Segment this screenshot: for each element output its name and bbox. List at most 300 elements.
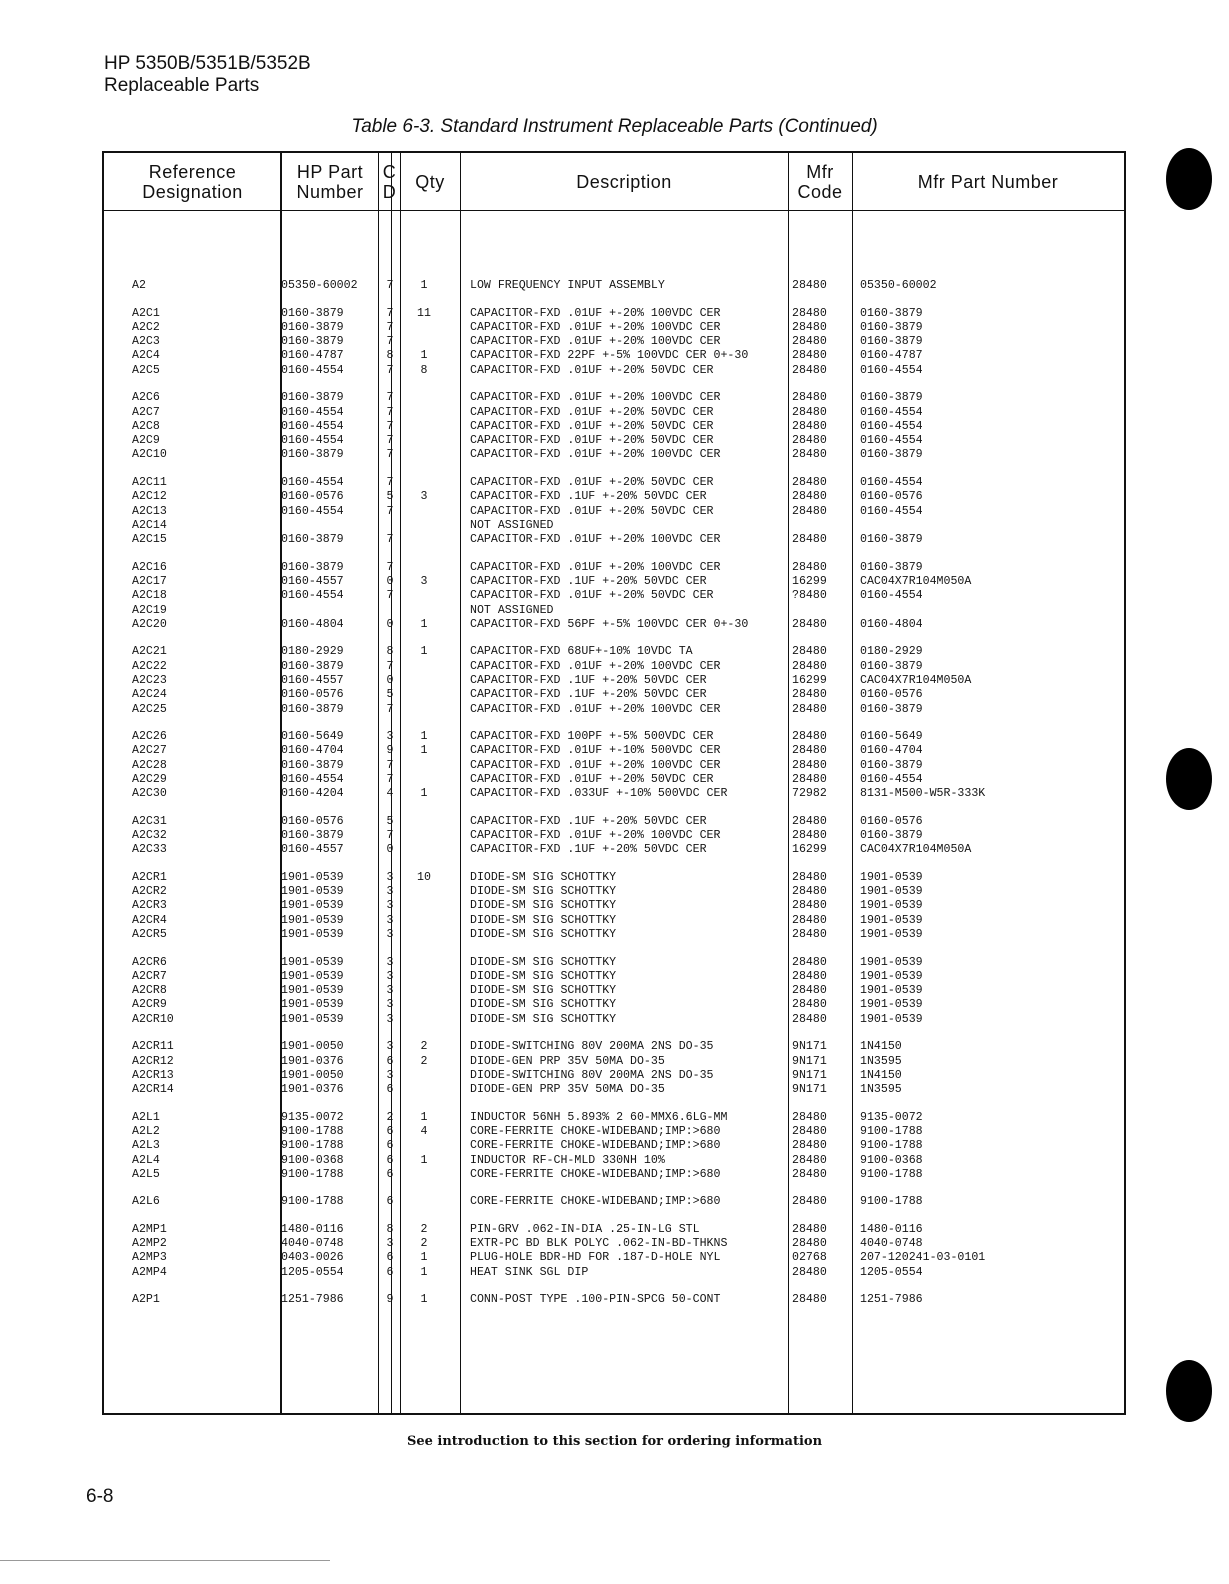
mfr-part-number: 1901-0539 xyxy=(860,969,923,983)
mfr-part-number: 4040-0748 xyxy=(860,1237,923,1251)
mfr-code: 28480 xyxy=(792,1222,827,1236)
check-digit: 7 xyxy=(386,702,394,716)
description: EXTR-PC BD BLK POLYC .062-IN-BD-THKNS xyxy=(470,1237,728,1251)
check-digit: 4 xyxy=(386,787,394,801)
mfr-code: 16299 xyxy=(792,843,827,857)
hp-part-number: 9135-0072 xyxy=(281,1110,344,1124)
check-digit: 3 xyxy=(386,730,394,743)
ref-designation: A2CR11 xyxy=(132,1040,174,1054)
mfr-part-number: 1901-0539 xyxy=(860,1012,923,1026)
table-row xyxy=(104,434,1124,448)
table-row xyxy=(104,843,1124,857)
ref-designation: A2L6 xyxy=(132,1195,160,1209)
mfr-part-number: 0160-4554 xyxy=(860,363,923,377)
check-digit: 2 xyxy=(386,1110,394,1124)
check-digit: 7 xyxy=(386,560,394,574)
check-digit: 3 xyxy=(386,984,394,998)
ref-designation: A2CR8 xyxy=(132,984,167,998)
hp-part-number: 0160-4704 xyxy=(281,744,344,758)
check-digit: 6 xyxy=(386,1167,394,1181)
hp-part-number: 1480-0116 xyxy=(281,1222,344,1236)
table-row xyxy=(104,1083,1124,1097)
quantity: 1 xyxy=(420,617,428,631)
quantity: 11 xyxy=(417,306,431,320)
ref-designation: A2MP2 xyxy=(132,1237,167,1251)
quantity: 1 xyxy=(420,1110,428,1124)
hp-part-number: 1901-0539 xyxy=(281,870,344,884)
ref-designation: A2MP1 xyxy=(132,1222,167,1236)
check-digit: 7 xyxy=(386,533,394,547)
ref-designation: A2MP4 xyxy=(132,1265,167,1279)
table-row xyxy=(104,476,1124,490)
check-digit: 6 xyxy=(386,1124,394,1138)
hp-part-number: 0160-4554 xyxy=(281,504,344,518)
ref-designation: A2L2 xyxy=(132,1124,160,1138)
mfr-code: 28480 xyxy=(792,405,827,419)
description: HEAT SINK SGL DIP xyxy=(470,1265,589,1279)
mfr-code: 28480 xyxy=(792,1237,827,1251)
table-row xyxy=(104,321,1124,335)
check-digit: 7 xyxy=(386,758,394,772)
quantity: 1 xyxy=(420,1265,428,1279)
table-row xyxy=(104,829,1124,843)
ref-designation: A2CR14 xyxy=(132,1083,174,1097)
table-row xyxy=(104,307,1124,321)
description: CAPACITOR-FXD .01UF +-10% 500VDC CER xyxy=(470,744,721,758)
description: PIN-GRV .062-IN-DIA .25-IN-LG STL xyxy=(470,1222,700,1236)
mfr-code: 28480 xyxy=(792,349,827,363)
mfr-code: 28480 xyxy=(792,419,827,433)
check-digit: 8 xyxy=(386,1222,394,1236)
table-row xyxy=(104,1168,1124,1182)
mfr-part-number: 1901-0539 xyxy=(860,913,923,927)
mfr-code: 28480 xyxy=(792,744,827,758)
description: DIODE-SM SIG SCHOTTKY xyxy=(470,955,617,969)
description: CAPACITOR-FXD 100PF +-5% 500VDC CER xyxy=(470,730,714,743)
ref-designation: A2C30 xyxy=(132,787,167,801)
mfr-part-number: 0160-4554 xyxy=(860,434,923,448)
quantity: 1 xyxy=(420,645,428,659)
mfr-part-number: 0160-0576 xyxy=(860,688,923,702)
hp-part-number: 0160-3879 xyxy=(281,320,344,334)
description: CAPACITOR-FXD .1UF +-20% 50VDC CER xyxy=(470,814,707,828)
ref-designation: A2C15 xyxy=(132,533,167,547)
check-digit: 3 xyxy=(386,928,394,941)
check-digit: 5 xyxy=(386,688,394,702)
check-digit: 3 xyxy=(386,870,394,884)
description: DIODE-SM SIG SCHOTTKY xyxy=(470,870,617,884)
ref-designation: A2C14 xyxy=(132,518,167,532)
table-row xyxy=(104,730,1124,744)
description: DIODE-SWITCHING 80V 200MA 2NS DO-35 xyxy=(470,1068,714,1082)
check-digit: 3 xyxy=(386,1012,394,1026)
mfr-code: 28480 xyxy=(792,814,827,828)
ref-designation: A2C6 xyxy=(132,391,160,405)
mfr-part-number: 0160-4704 xyxy=(860,744,923,758)
check-digit: 7 xyxy=(386,589,394,603)
description: DIODE-SM SIG SCHOTTKY xyxy=(470,913,617,927)
header-hp-part: HP Part Number xyxy=(296,162,364,202)
description: CAPACITOR-FXD 22PF +-5% 100VDC CER 0+-30 xyxy=(470,349,749,363)
hp-part-number: 9100-1788 xyxy=(281,1167,344,1181)
mfr-part-number: 0160-4787 xyxy=(860,349,923,363)
hp-part-number: 1251-7986 xyxy=(281,1293,344,1307)
hp-part-number: 0160-3879 xyxy=(281,758,344,772)
description: CAPACITOR-FXD .01UF +-20% 100VDC CER xyxy=(470,829,721,842)
description: CAPACITOR-FXD .01UF +-20% 50VDC CER xyxy=(470,772,714,786)
quantity: 1 xyxy=(420,787,428,801)
mfr-code: 28480 xyxy=(792,885,827,899)
mfr-part-number: 1N3595 xyxy=(860,1083,902,1097)
mfr-code: 28480 xyxy=(792,617,827,631)
ref-designation: A2C12 xyxy=(132,490,167,504)
description: DIODE-SM SIG SCHOTTKY xyxy=(470,928,617,941)
mfr-part-number: 0160-4554 xyxy=(860,405,923,419)
description: INDUCTOR RF-CH-MLD 330NH 10% xyxy=(470,1153,665,1167)
mfr-part-number: 1901-0539 xyxy=(860,998,923,1012)
check-digit: 5 xyxy=(386,490,394,504)
quantity: 1 xyxy=(420,1153,428,1167)
mfr-code: 9N171 xyxy=(792,1068,827,1082)
mfr-code: 28480 xyxy=(792,645,827,659)
mfr-part-number: 0160-4554 xyxy=(860,419,923,433)
mfr-code: 28480 xyxy=(792,969,827,983)
ref-designation: A2CR3 xyxy=(132,899,167,913)
check-digit: 9 xyxy=(386,744,394,758)
ref-designation: A2C5 xyxy=(132,363,160,377)
hp-part-number: 9100-1788 xyxy=(281,1124,344,1138)
table-row xyxy=(104,956,1124,970)
table-row xyxy=(104,1154,1124,1168)
table-row xyxy=(104,970,1124,984)
ref-designation: A2CR6 xyxy=(132,955,167,969)
table-row xyxy=(104,533,1124,547)
ref-designation: A2CR7 xyxy=(132,969,167,983)
mfr-part-number: 0160-4804 xyxy=(860,617,923,631)
description: CORE-FERRITE CHOKE-WIDEBAND;IMP:>680 xyxy=(470,1167,721,1181)
ref-designation: A2C9 xyxy=(132,434,160,448)
header-reference: Reference Designation xyxy=(142,162,243,202)
header-description: Description xyxy=(576,172,672,192)
mfr-code: 28480 xyxy=(792,1167,827,1181)
mfr-code: 28480 xyxy=(792,1124,827,1138)
quantity: 1 xyxy=(420,1293,428,1307)
mfr-part-number: 0160-3879 xyxy=(860,702,923,716)
check-digit: 3 xyxy=(386,998,394,1012)
check-digit: 3 xyxy=(386,885,394,899)
hp-part-number: 0160-3879 xyxy=(281,659,344,673)
check-digit: 5 xyxy=(386,814,394,828)
punch-hole-mark xyxy=(1166,1360,1212,1422)
check-digit: 6 xyxy=(386,1195,394,1209)
table-row xyxy=(104,1069,1124,1083)
description: INDUCTOR 56NH 5.893% 2 60-MMX6.6LG-MM xyxy=(470,1110,728,1124)
mfr-part-number: 0160-0576 xyxy=(860,490,923,504)
parts-table xyxy=(102,151,1126,1415)
ref-designation: A2C27 xyxy=(132,744,167,758)
table-row xyxy=(104,391,1124,405)
quantity: 1 xyxy=(420,730,428,743)
hp-part-number: 1901-0539 xyxy=(281,899,344,913)
mfr-code: 72982 xyxy=(792,787,827,801)
mfr-part-number: 0160-3879 xyxy=(860,758,923,772)
hp-part-number: 0160-4554 xyxy=(281,589,344,603)
mfr-part-number: 1480-0116 xyxy=(860,1222,923,1236)
mfr-code: 28480 xyxy=(792,434,827,448)
description: CORE-FERRITE CHOKE-WIDEBAND;IMP:>680 xyxy=(470,1139,721,1153)
mfr-part-number: 0160-3879 xyxy=(860,306,923,320)
mfr-part-number: 1N3595 xyxy=(860,1054,902,1068)
ref-designation: A2CR2 xyxy=(132,885,167,899)
hp-part-number: 9100-1788 xyxy=(281,1139,344,1153)
bottom-rule xyxy=(0,1560,330,1561)
hp-part-number: 0160-3879 xyxy=(281,448,344,462)
mfr-code: 28480 xyxy=(792,448,827,462)
mfr-code: 28480 xyxy=(792,1153,827,1167)
hp-part-number: 0160-0576 xyxy=(281,814,344,828)
table-row xyxy=(104,575,1124,589)
mfr-part-number: 0160-4554 xyxy=(860,504,923,518)
description: CAPACITOR-FXD .1UF +-20% 50VDC CER xyxy=(470,574,707,588)
hp-part-number: 1901-0376 xyxy=(281,1083,344,1097)
check-digit: 7 xyxy=(386,504,394,518)
table-row xyxy=(104,815,1124,829)
table-row xyxy=(104,1251,1124,1265)
check-digit: 7 xyxy=(386,306,394,320)
table-row xyxy=(104,1139,1124,1153)
description: CAPACITOR-FXD .01UF +-20% 100VDC CER xyxy=(470,758,721,772)
ref-designation: A2C7 xyxy=(132,405,160,419)
mfr-code: 28480 xyxy=(792,320,827,334)
description: CAPACITOR-FXD .01UF +-20% 50VDC CER xyxy=(470,405,714,419)
description: CAPACITOR-FXD .01UF +-20% 100VDC CER xyxy=(470,533,721,547)
table-row xyxy=(104,885,1124,899)
mfr-part-number: 1N4150 xyxy=(860,1040,902,1054)
table-row xyxy=(104,744,1124,758)
header-qty: Qty xyxy=(415,172,445,192)
table-row xyxy=(104,1293,1124,1307)
ref-designation: A2C3 xyxy=(132,335,160,349)
punch-hole-mark xyxy=(1166,748,1212,810)
description: CAPACITOR-FXD .01UF +-20% 100VDC CER xyxy=(470,335,721,349)
description: DIODE-SWITCHING 80V 200MA 2NS DO-35 xyxy=(470,1040,714,1054)
hp-part-number: 1901-0539 xyxy=(281,984,344,998)
mfr-code: 28480 xyxy=(792,1110,827,1124)
mfr-part-number: 0160-5649 xyxy=(860,730,923,743)
table-row xyxy=(104,335,1124,349)
hp-part-number: 0160-0576 xyxy=(281,688,344,702)
table-row xyxy=(104,688,1124,702)
description: LOW FREQUENCY INPUT ASSEMBLY xyxy=(470,279,665,292)
ref-designation: A2CR10 xyxy=(132,1012,174,1026)
hp-part-number: 1901-0376 xyxy=(281,1054,344,1068)
ref-designation: A2C17 xyxy=(132,574,167,588)
ref-designation: A2L3 xyxy=(132,1139,160,1153)
ref-designation: A2C13 xyxy=(132,504,167,518)
mfr-part-number: 1251-7986 xyxy=(860,1293,923,1307)
check-digit: 3 xyxy=(386,1237,394,1251)
table-row xyxy=(104,1223,1124,1237)
check-digit: 7 xyxy=(386,320,394,334)
check-digit: 7 xyxy=(386,363,394,377)
ref-designation: A2CR5 xyxy=(132,928,167,941)
quantity: 2 xyxy=(420,1040,428,1054)
check-digit: 3 xyxy=(386,899,394,913)
check-digit: 7 xyxy=(386,419,394,433)
table-row xyxy=(104,787,1124,801)
hp-part-number: 0160-0576 xyxy=(281,490,344,504)
ref-designation: A2L1 xyxy=(132,1110,160,1124)
description: DIODE-GEN PRP 35V 50MA DO-35 xyxy=(470,1054,665,1068)
mfr-part-number: 1901-0539 xyxy=(860,870,923,884)
table-row xyxy=(104,505,1124,519)
mfr-code: 28480 xyxy=(792,659,827,673)
hp-part-number: 0160-4554 xyxy=(281,434,344,448)
description: CAPACITOR-FXD .01UF +-20% 100VDC CER xyxy=(470,702,721,716)
mfr-code: 28480 xyxy=(792,702,827,716)
description: CAPACITOR-FXD .01UF +-20% 50VDC CER xyxy=(470,363,714,377)
check-digit: 8 xyxy=(386,349,394,363)
check-digit: 6 xyxy=(386,1265,394,1279)
mfr-part-number: 1901-0539 xyxy=(860,984,923,998)
mfr-part-number: 05350-60002 xyxy=(860,279,937,292)
ref-designation: A2C29 xyxy=(132,772,167,786)
check-digit: 3 xyxy=(386,955,394,969)
ref-designation: A2CR13 xyxy=(132,1068,174,1082)
hp-part-number: 1901-0050 xyxy=(281,1040,344,1054)
mfr-part-number: 0160-4554 xyxy=(860,772,923,786)
ref-designation: A2CR4 xyxy=(132,913,167,927)
description: CAPACITOR-FXD .01UF +-20% 100VDC CER xyxy=(470,659,721,673)
header-divider xyxy=(104,210,1124,211)
table-row xyxy=(104,1237,1124,1251)
mfr-code: 28480 xyxy=(792,560,827,574)
mfr-part-number: 0160-3879 xyxy=(860,391,923,405)
check-digit: 8 xyxy=(386,645,394,659)
description: CAPACITOR-FXD .01UF +-20% 50VDC CER xyxy=(470,434,714,448)
check-digit: 7 xyxy=(386,475,394,489)
check-digit: 7 xyxy=(386,391,394,405)
ref-designation: A2L5 xyxy=(132,1167,160,1181)
table-row xyxy=(104,1040,1124,1054)
quantity: 3 xyxy=(420,574,428,588)
mfr-part-number: 1901-0539 xyxy=(860,955,923,969)
mfr-code: 28480 xyxy=(792,1139,827,1153)
ref-designation: A2C25 xyxy=(132,702,167,716)
description: CORE-FERRITE CHOKE-WIDEBAND;IMP:>680 xyxy=(470,1124,721,1138)
mfr-code: 9N171 xyxy=(792,1083,827,1097)
check-digit: 6 xyxy=(386,1251,394,1265)
table-row xyxy=(104,1013,1124,1027)
description: CAPACITOR-FXD .01UF +-20% 50VDC CER xyxy=(470,419,714,433)
mfr-code: 28480 xyxy=(792,913,827,927)
description: CAPACITOR-FXD 68UF+-10% 10VDC TA xyxy=(470,645,693,659)
check-digit: 7 xyxy=(386,772,394,786)
table-row xyxy=(104,490,1124,504)
ref-designation: A2C10 xyxy=(132,448,167,462)
mfr-part-number: 1901-0539 xyxy=(860,928,923,941)
mfr-part-number: 0160-3879 xyxy=(860,448,923,462)
ref-designation: A2C28 xyxy=(132,758,167,772)
mfr-part-number: 0160-3879 xyxy=(860,829,923,842)
hp-part-number: 0160-3879 xyxy=(281,560,344,574)
table-row xyxy=(104,674,1124,688)
table-row xyxy=(104,984,1124,998)
description: NOT ASSIGNED xyxy=(470,518,554,532)
hp-part-number: 0160-3879 xyxy=(281,335,344,349)
check-digit: 7 xyxy=(386,279,394,292)
ref-designation: A2C23 xyxy=(132,673,167,687)
ref-designation: A2C18 xyxy=(132,589,167,603)
ref-designation: A2C20 xyxy=(132,617,167,631)
hp-part-number: 0160-3879 xyxy=(281,829,344,842)
ref-designation: A2C2 xyxy=(132,320,160,334)
check-digit: 0 xyxy=(386,574,394,588)
description: CAPACITOR-FXD .01UF +-20% 100VDC CER xyxy=(470,306,721,320)
description: CAPACITOR-FXD .01UF +-20% 100VDC CER xyxy=(470,560,721,574)
mfr-part-number: 0160-3879 xyxy=(860,659,923,673)
hp-part-number: 0160-3879 xyxy=(281,702,344,716)
hp-part-number: 0160-4557 xyxy=(281,673,344,687)
hp-part-number: 0160-4557 xyxy=(281,843,344,857)
ref-designation: A2CR12 xyxy=(132,1054,174,1068)
table-caption: Table 6-3. Standard Instrument Replaceable Parts (Continued) xyxy=(351,116,878,137)
table-row xyxy=(104,759,1124,773)
mfr-code: 28480 xyxy=(792,504,827,518)
description: CAPACITOR-FXD .01UF +-20% 50VDC CER xyxy=(470,475,714,489)
mfr-part-number: 0160-3879 xyxy=(860,560,923,574)
description: CONN-POST TYPE .100-PIN-SPCG 50-CONT xyxy=(470,1293,721,1307)
mfr-code: 28480 xyxy=(792,363,827,377)
quantity: 1 xyxy=(420,1251,428,1265)
mfr-code: 28480 xyxy=(792,899,827,913)
description: DIODE-SM SIG SCHOTTKY xyxy=(470,984,617,998)
mfr-part-number: 9100-1788 xyxy=(860,1195,923,1209)
check-digit: 3 xyxy=(386,969,394,983)
check-digit: 7 xyxy=(386,829,394,842)
mfr-part-number: 9100-1788 xyxy=(860,1167,923,1181)
ref-designation: A2C33 xyxy=(132,843,167,857)
table-row xyxy=(104,871,1124,885)
mfr-part-number: 1901-0539 xyxy=(860,885,923,899)
mfr-code: 28480 xyxy=(792,772,827,786)
description: DIODE-SM SIG SCHOTTKY xyxy=(470,969,617,983)
table-row xyxy=(104,618,1124,632)
hp-part-number: 0160-4557 xyxy=(281,574,344,588)
hp-part-number: 1901-0539 xyxy=(281,998,344,1012)
mfr-code: 28480 xyxy=(792,475,827,489)
hp-part-number: 0160-4554 xyxy=(281,419,344,433)
mfr-code: 28480 xyxy=(792,1195,827,1209)
hp-part-number: 1901-0539 xyxy=(281,955,344,969)
mfr-part-number: 9135-0072 xyxy=(860,1110,923,1124)
quantity: 10 xyxy=(417,870,431,884)
mfr-code: 28480 xyxy=(792,998,827,1012)
table-row xyxy=(104,928,1124,942)
hp-part-number: 0160-4554 xyxy=(281,363,344,377)
mfr-code: 28480 xyxy=(792,829,827,842)
mfr-part-number: 0160-3879 xyxy=(860,335,923,349)
mfr-code: 28480 xyxy=(792,1012,827,1026)
mfr-code: 28480 xyxy=(792,391,827,405)
check-digit: 7 xyxy=(386,448,394,462)
mfr-code: 16299 xyxy=(792,574,827,588)
hp-part-number: 0180-2929 xyxy=(281,645,344,659)
description: CAPACITOR-FXD .01UF +-20% 100VDC CER xyxy=(470,448,721,462)
hp-part-number: 0160-4554 xyxy=(281,405,344,419)
check-digit: 0 xyxy=(386,673,394,687)
table-row xyxy=(104,660,1124,674)
